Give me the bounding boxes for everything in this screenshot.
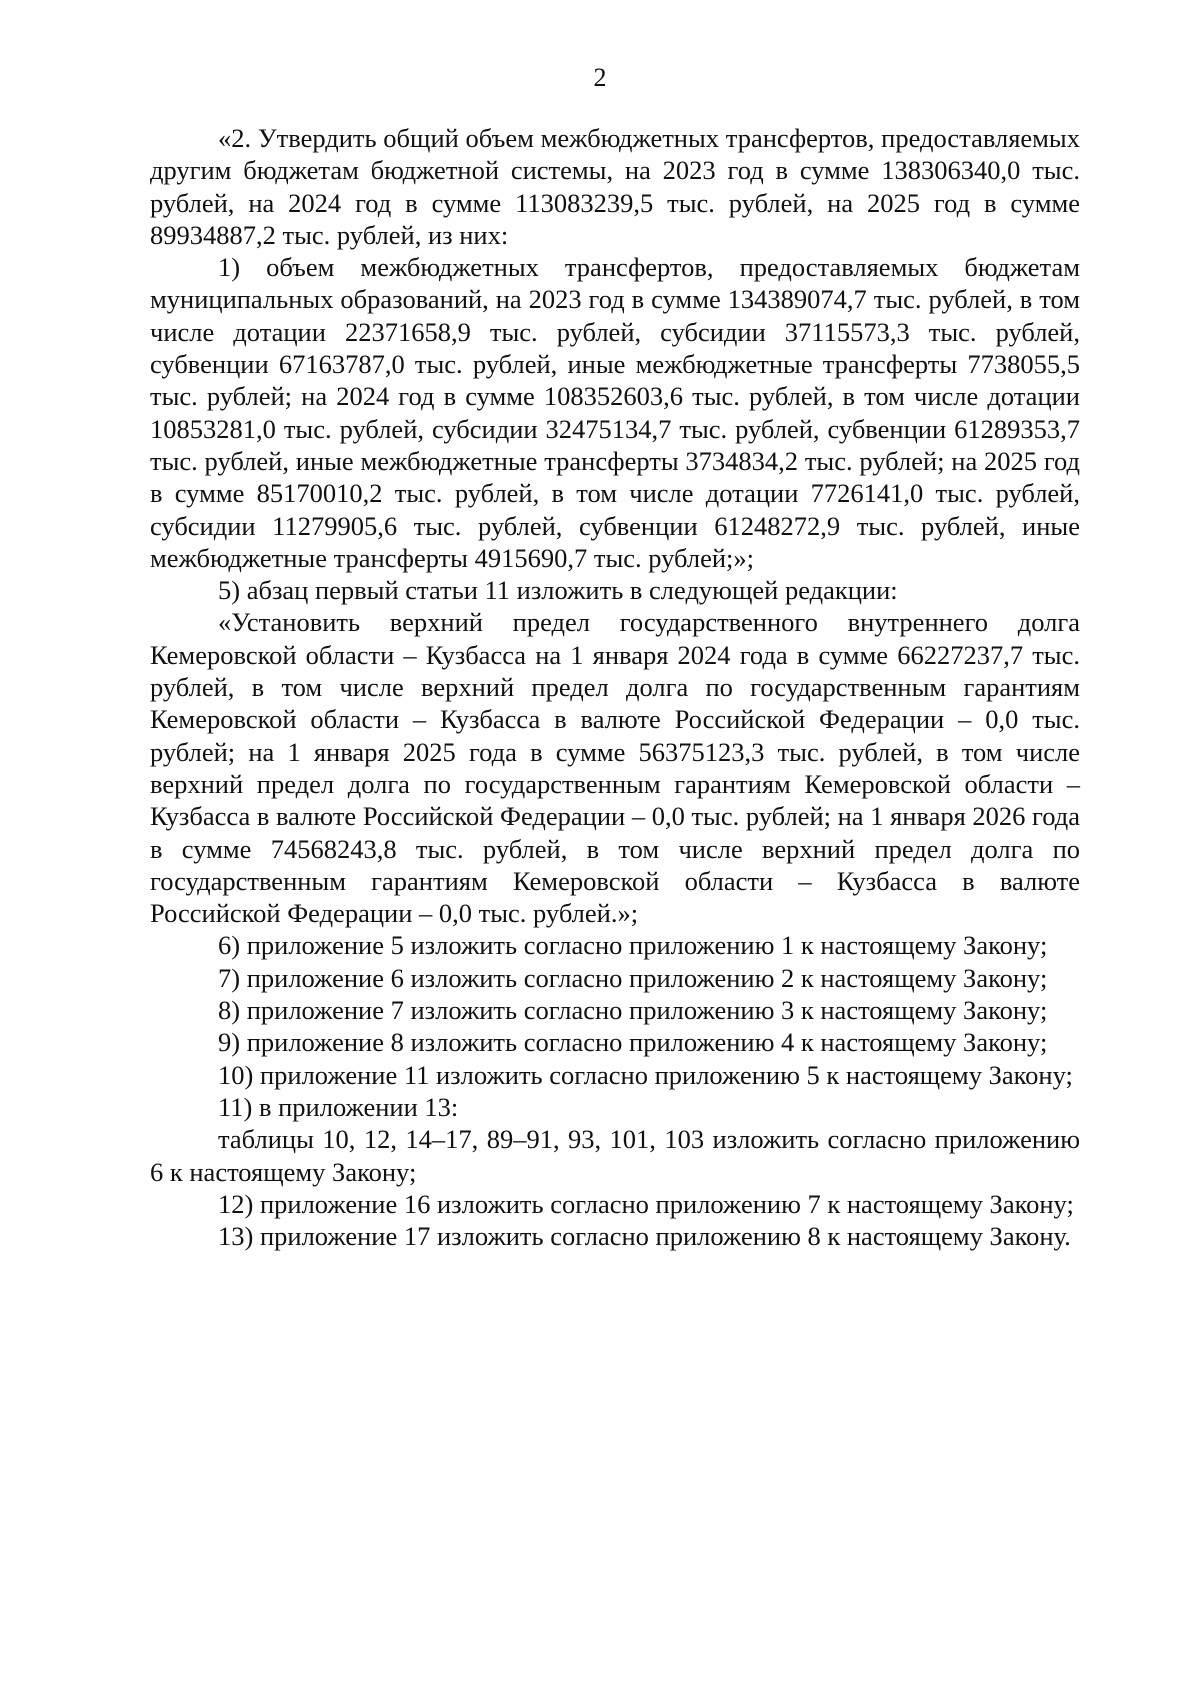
paragraph-item-1-municipal-transfers: 1) объем межбюджетных трансфертов, предоставляемых бюджетам муниципальных образований, на 2023 год в сумме 134389074,7 тыс. рублей, в том числе дотации 22371658,9 тыс. рублей, субсидии 37115573,3 тыс. рублей, субвенции 67163787,0 тыс. рублей, иные межбюджетные трансферты 7738055,5 тыс. рублей; на 2024 год в сумме 108352603,6 тыс. рублей, в том числе дотации 10853281,0 тыс. рублей, субсидии 32475134,7 тыс. рублей, субвенции 61289353,7 тыс. рублей, иные межбюджетные трансферты 3734834,2 тыс. рублей; на 2025 год в сумме 85170010,2 тыс. рублей, в том числе дотации 7726141,0 тыс. рублей, субсидии 11279905,6 тыс. рублей, субвенции 61248272,9 тыс. рублей, иные межбюджетные трансферты 4915690,7 тыс. рублей;»; bbox=[150, 252, 1080, 573]
paragraph-item-13: 13) приложение 17 изложить согласно приложению 8 к настоящему Закону. bbox=[218, 1221, 1071, 1252]
paragraph-item-6: 6) приложение 5 изложить согласно приложению 1 к настоящему Закону; bbox=[218, 930, 1048, 961]
paragraph-item-8: 8) приложение 7 изложить согласно приложению 3 к настоящему Закону; bbox=[218, 995, 1048, 1026]
paragraph-item-11-tables: таблицы 10, 12, 14–17, 89–91, 93, 101, 103 изложить согласно приложению 6 к настоящему Закону; bbox=[150, 1124, 1080, 1187]
paragraph-item-9: 9) приложение 8 изложить согласно приложению 4 к настоящему Закону; bbox=[218, 1027, 1048, 1058]
page-number: 2 bbox=[593, 63, 607, 92]
paragraph-item-5-article-11: 5) абзац первый статьи 11 изложить в следующей редакции: bbox=[218, 575, 898, 606]
paragraph-item-7: 7) приложение 6 изложить согласно приложению 2 к настоящему Закону; bbox=[218, 962, 1048, 993]
paragraph-article-2-total-transfers: «2. Утвердить общий объем межбюджетных трансфертов, предоставляемых другим бюджетам бюджетной системы, на 2023 год в сумме 138306340,0 тыс. рублей, на 2024 год в сумме 113083239,5 тыс. рублей, на 2025 год в сумме 89934887,2 тыс. рублей, из них: bbox=[150, 123, 1080, 250]
paragraph-item-12: 12) приложение 16 изложить согласно приложению 7 к настоящему Закону; bbox=[218, 1188, 1074, 1219]
paragraph-item-10: 10) приложение 11 изложить согласно приложению 5 к настоящему Закону; bbox=[218, 1059, 1073, 1090]
paragraph-item-11: 11) в приложении 13: bbox=[218, 1091, 459, 1122]
paragraph-debt-limit: «Установить верхний предел государственного внутреннего долга Кемеровской области – Кузбасса на 1 января 2024 года в сумме 66227237,7 тыс. рублей, в том числе верхний предел долга по государственным гарантиям Кемеровской области – Кузбасса в валюте Российской Федерации – 0,0 тыс. рублей; на 1 января 2025 года в сумме 56375123,3 тыс. рублей, в том числе верхний предел долга по государственным гарантиям Кемеровской области – Кузбасса в валюте Российской Федерации – 0,0 тыс. рублей; на 1 января 2026 года в сумме 74568243,8 тыс. рублей, в том числе верхний предел долга по государственным гарантиям Кемеровской области – Кузбасса в валюте Российской Федерации – 0,0 тыс. рублей.»; bbox=[150, 607, 1080, 929]
document-body bbox=[150, 122, 1080, 1252]
